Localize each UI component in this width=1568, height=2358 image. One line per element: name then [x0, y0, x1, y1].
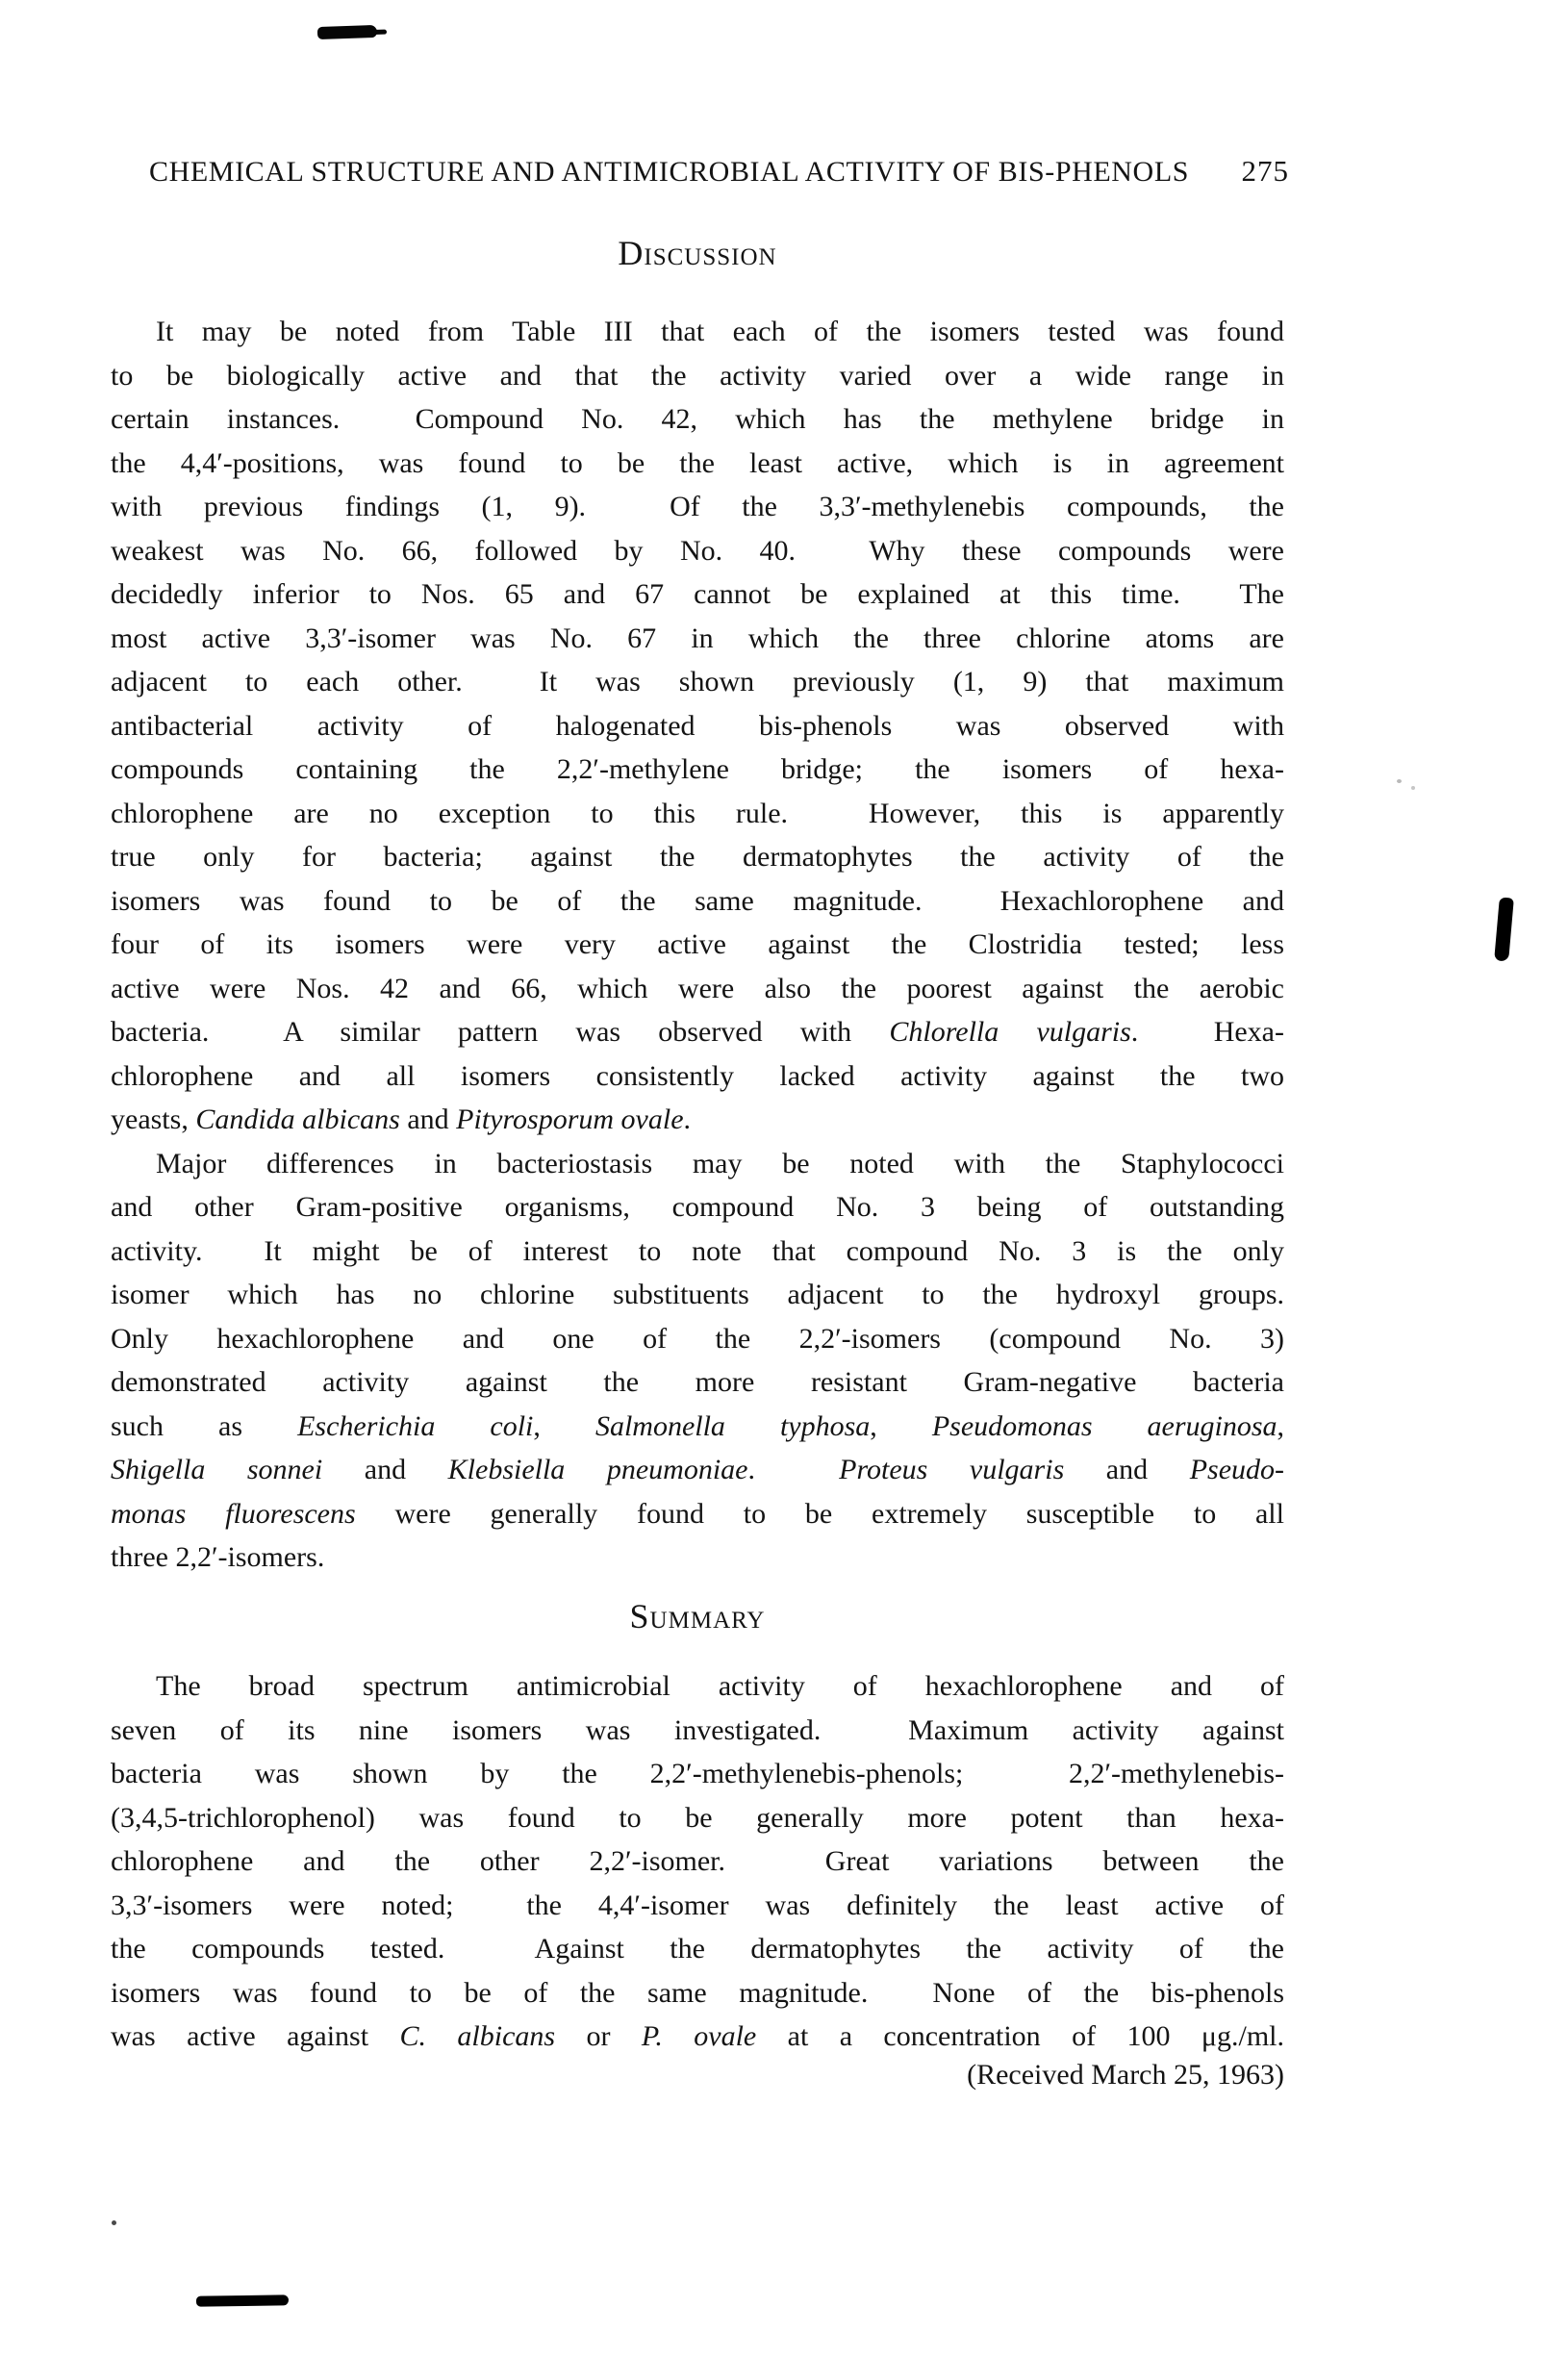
text-line: four of its isomers were very active against the Clostridia tested; less — [111, 928, 1284, 960]
text-line: It may be noted from Table III that each of the isomers tested was found — [156, 316, 1284, 347]
text-line: chlorophene are no exception to this rule. However, this is apparently — [111, 797, 1284, 829]
text-line: demonstrated activity against the more resistant Gram-negative bacteria — [111, 1366, 1284, 1398]
text-line: monas fluorescens were generally found to be extremely susceptible to all — [111, 1497, 1284, 1530]
text-line: Only hexachlorophene and one of the 2,2′-isomers (compound No. 3) — [111, 1322, 1284, 1355]
text-line: bacteria was shown by the 2,2′-methylenebis-phenols; 2,2′-methylenebis- — [111, 1758, 1284, 1789]
ink-smudge-icon — [317, 25, 377, 39]
text-line: decidedly inferior to Nos. 65 and 67 cannot be explained at this time. The — [111, 578, 1284, 610]
text-line: active were Nos. 42 and 66, which were also the poorest against the aerobic — [111, 972, 1284, 1004]
ink-bar-icon — [196, 2295, 289, 2306]
text-line: activity. It might be of interest to note that compound No. 3 is the only — [111, 1234, 1284, 1267]
text-line: the compounds tested. Against the dermatophytes the activity of the — [111, 1933, 1284, 1965]
text-line: Major differences in bacteriostasis may be noted with the Staphylococci — [156, 1147, 1284, 1179]
text-line: 3,3′-isomers were noted; the 4,4′-isomer was definitely the least active of — [111, 1889, 1284, 1921]
text-line: (3,4,5-trichlorophenol) was found to be generally more potent than hexa- — [111, 1801, 1284, 1834]
summary-heading: Summary — [629, 1597, 766, 1635]
discussion-heading: Discussion — [618, 234, 777, 272]
text-line: chlorophene and the other 2,2′-isomer. Great variations between the — [111, 1845, 1284, 1877]
text-line: yeasts, Candida albicans and Pityrosporum ovale. — [111, 1103, 692, 1135]
paragraph — [111, 310, 1284, 1142]
text-line: certain instances. Compound No. 42, which has the methylene bridge in — [111, 403, 1284, 435]
text-line: true only for bacteria; against the dermatophytes the activity of the — [111, 841, 1284, 873]
text-line: seven of its nine isomers was investigated. Maximum activity against — [111, 1713, 1284, 1746]
text-line: three 2,2′-isomers. — [111, 1541, 325, 1573]
summary-body — [111, 1664, 1284, 2059]
text-line: such as Escherichia coli, Salmonella typhosa, Pseudomonas aeruginosa, — [111, 1409, 1285, 1442]
text-line: with previous findings (1, 9). Of the 3,3′-methylenebis compounds, the — [111, 491, 1284, 522]
speck-dot-icon — [112, 2220, 116, 2225]
text-line: antibacterial activity of halogenated bis-phenols was observed with — [111, 709, 1284, 742]
text-line: isomer which has no chlorine substituents adjacent to the hydroxyl groups. — [111, 1279, 1284, 1310]
paragraph — [111, 1142, 1284, 1580]
ink-mark-icon — [1494, 897, 1514, 961]
text-line: was active against C. albicans or P. ovale at a concentration of 100 μg./ml. — [111, 2020, 1284, 2052]
text-line: most active 3,3′-isomer was No. 67 in which the three chlorine atoms are — [111, 621, 1284, 654]
speck-dot-icon — [1397, 779, 1402, 783]
header-title: CHEMICAL STRUCTURE AND ANTIMICROBIAL ACTIVITY OF BIS-PHENOLS — [149, 156, 1190, 188]
text-line: chlorophene and all isomers consistently lacked activity against the two — [111, 1059, 1284, 1092]
received-date: (Received March 25, 1963) — [967, 2059, 1284, 2091]
text-line: isomers was found to be of the same magnitude. Hexachlorophene and — [111, 884, 1284, 917]
paragraph — [111, 1664, 1284, 2059]
page-number: 275 — [1241, 154, 1289, 188]
text-line: adjacent to each other. It was shown previously (1, 9) that maximum — [111, 666, 1284, 697]
discussion-body — [111, 310, 1284, 1580]
text-line: the 4,4′-positions, was found to be the least active, which is in agreement — [111, 446, 1284, 479]
text-line: to be biologically active and that the activity varied over a wide range in — [111, 359, 1284, 392]
text-line: The broad spectrum antimicrobial activity of hexachlorophene and of — [156, 1670, 1284, 1702]
speck-dot-icon — [1411, 786, 1415, 790]
text-line: weakest was No. 66, followed by No. 40. Why these compounds were — [111, 534, 1284, 567]
text-line: bacteria. A similar pattern was observed with Chlorella vulgaris. Hexa- — [111, 1016, 1284, 1048]
text-line: and other Gram-positive organisms, compound No. 3 being of outstanding — [111, 1191, 1284, 1223]
text-line: isomers was found to be of the same magnitude. None of the bis-phenols — [111, 1976, 1284, 2009]
text-line: Shigella sonnei and Klebsiella pneumoniae. Proteus vulgaris and Pseudo- — [111, 1454, 1284, 1485]
text-line: compounds containing the 2,2′-methylene bridge; the isomers of hexa- — [111, 753, 1284, 785]
running-header — [149, 154, 1289, 189]
